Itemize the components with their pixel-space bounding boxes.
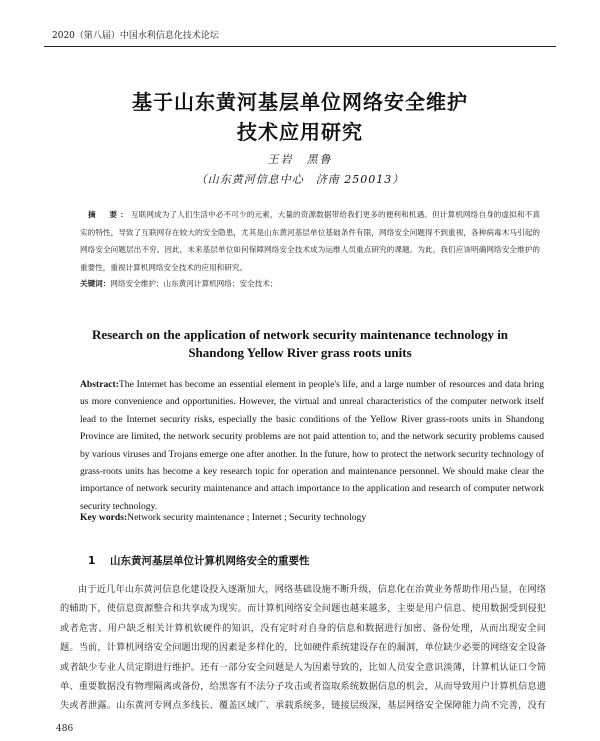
english-abstract-label: Abstract:	[80, 379, 119, 390]
header-rule	[44, 46, 556, 47]
authors: 王岩 黑鲁	[267, 153, 333, 166]
english-title-line-1: Research on the application of network security maintenance technology in	[91, 327, 509, 342]
affiliation: （山东黄河信息中心 济南 250013）	[195, 173, 405, 186]
chinese-abstract	[80, 206, 540, 276]
english-keywords-text: Network security maintenance ; Internet ; Security technology	[127, 512, 367, 523]
paper-title-line-2: 技术应用研究	[237, 120, 363, 144]
running-head: 2020（第八届）中国水利信息化技术论坛	[52, 31, 219, 41]
paper-title-line-1: 基于山东黄河基层单位网络安全维护	[132, 90, 468, 114]
english-abstract	[80, 376, 544, 515]
chinese-abstract-label: 摘 要：	[88, 210, 131, 219]
section-number: 1	[88, 555, 96, 567]
section-title: 山东黄河基层单位计算机网络安全的重要性	[110, 555, 310, 567]
chinese-abstract-text: 互联网成为了人们生活中必不可少的元素，大量的资源数据带给我们更多的便利和机遇。但计算机网络自身的虚拟和不真实的特性，导致了互联网存在较大的安全隐患，尤其是山东黄河基层单位基础条件有限，网络安全问题得不到重视，各种病毒木马引起的网络安全问题层出不穷。因此，未来基层单位如何保障网络安全技术成为运维人员重点研究的课题。为此，我们应该明确网络安全维护的重要性，重视计算机网络安全技术的应用和研究。	[80, 210, 540, 272]
chinese-keywords-text: 网络安全维护；山东黄河计算机网络；安全技术；	[110, 279, 278, 288]
english-abstract-text: The Internet has become an essential element in people's life, and a large number of resources and data bring us more convenience and opportunities. However, the virtual and unreal characteristics of the computer network itself lead to the Internet security risks, especially the basic conditions of the Yellow River grass-roots units in Shandong Province are limited, the network security problems are not paid attention to, and the network security problems caused by various viruses and Trojans emerge one after another. In the future, how to protect the network security technology of grass-roots units has become a key research topic for operation and maintenance personnel. We should make clear the importance of network security maintenance and attach importance to the application and research of computer network security technology.	[80, 379, 544, 512]
english-title-line-2: Shandong Yellow River grass roots units	[188, 345, 412, 360]
chinese-keywords	[80, 278, 540, 289]
page-number: 486	[56, 724, 74, 734]
english-keywords	[80, 512, 544, 523]
chinese-keywords-label: 关键词：	[80, 279, 111, 288]
section-heading	[88, 553, 310, 568]
body-paragraph: 由于近几年山东黄河信息化建设投入逐渐加大，网络基础设施不断升级，信息化在治黄业务帮助作用凸显，在网络的辅助下，使信息资源整合和共享成为现实。而计算机网络安全问题也越来越多，主要是用户信息、使用数据受到侵犯或者危害、用户缺乏相关计算机软硬件的知识，没有定时对自身的信息和数据进行加密、备份处理，从而出现安全问题。当前，计算机网络安全问题出现的因素是多样化的，比如硬件系统建设存在的漏洞，单位缺少必要的网络安全设备或者缺少专业人员定期进行维护。还有一部分安全问题是人为因素导致的，比如人员安全意识淡薄，计算机认证口令简单、重要数据没有物理隔离或备份，给黑客有不法分子攻击或者盗取系统数据信息的机会，从而导致用户计算机信息遗失或者泄露。山东黄河专网点多线长、覆盖区域广、承载系统多，链接层级深，基层网络安全保障能力尚不完善，没有	[60, 584, 546, 712]
english-keywords-label: Key words:	[80, 512, 128, 523]
